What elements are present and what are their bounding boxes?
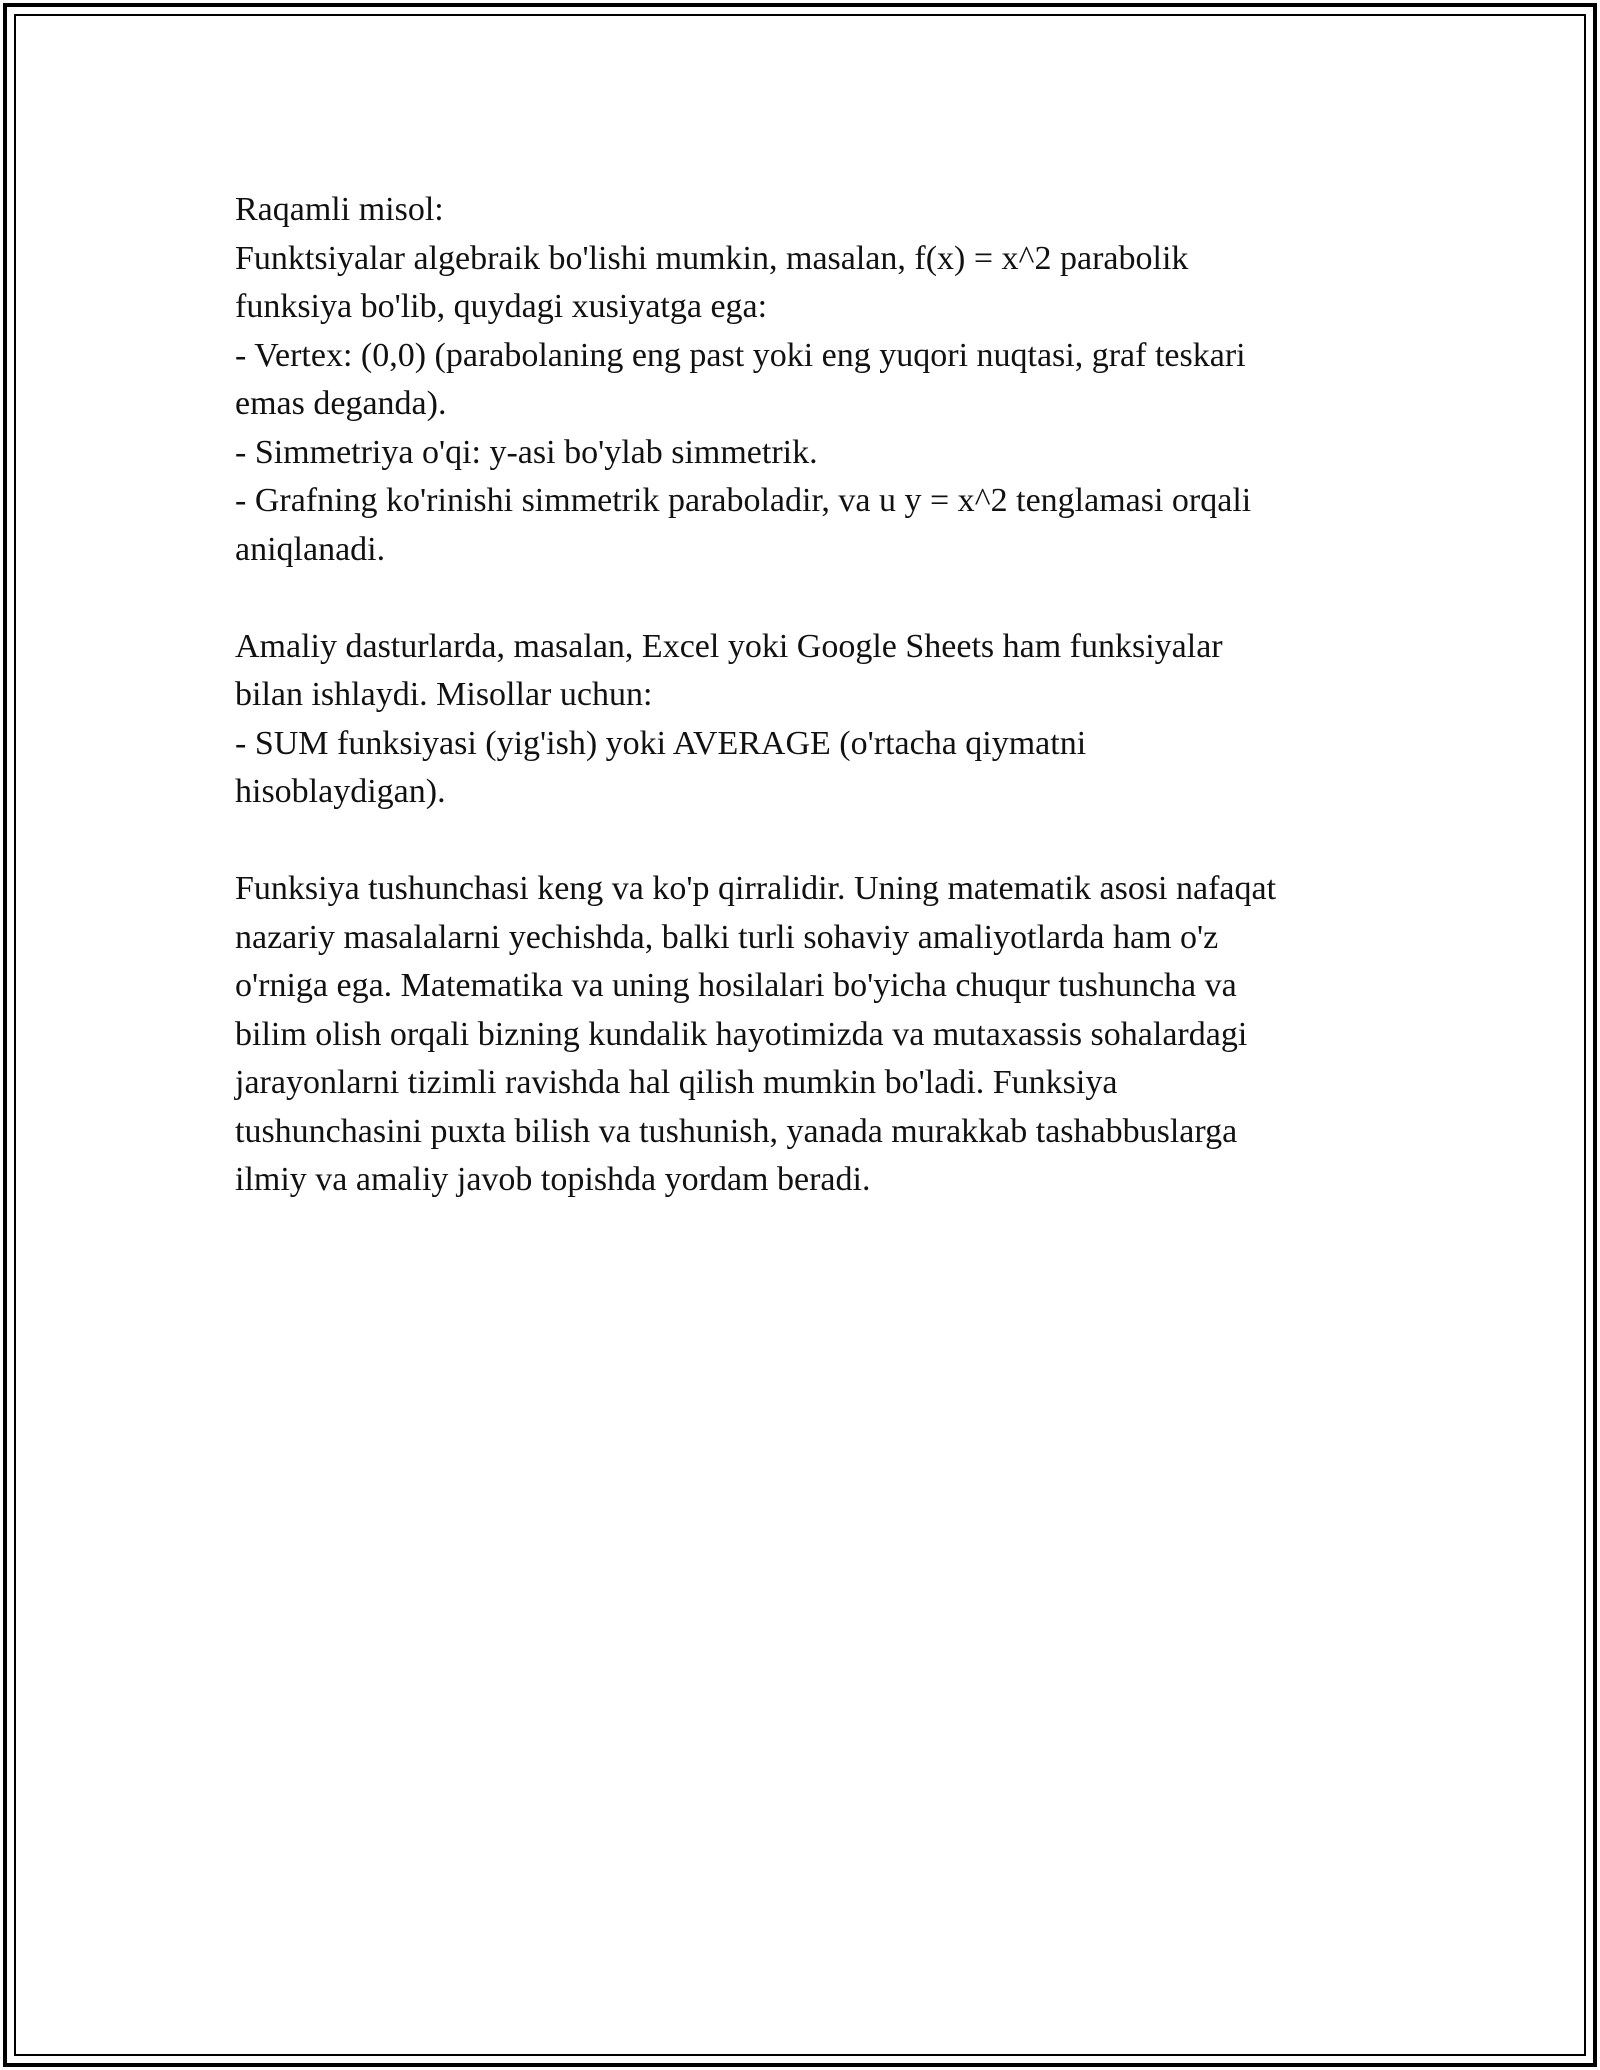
text-line: aniqlanadi. bbox=[235, 530, 386, 568]
text-line: nazariy masalalarni yechishda, balki turli sohaviy amaliyotlarda ham o'z bbox=[235, 918, 1219, 956]
text-line: bilim olish orqali bizning kundalik hayotimizda va mutaxassis sohalardagi bbox=[235, 1015, 1248, 1053]
text-line: - Vertex: (0,0) (parabolaning eng past yoki eng yuqori nuqtasi, graf teskari bbox=[235, 336, 1246, 374]
text-line: emas deganda). bbox=[235, 385, 447, 422]
text-line: jarayonlarni tizimli ravishda hal qilish mumkin bo'ladi. Funksiya bbox=[235, 1064, 1118, 1101]
text-line: Raqamli misol: bbox=[235, 191, 444, 228]
text-line: ilmiy va amaliy javob topishda yordam beradi. bbox=[235, 1161, 871, 1198]
paragraph-spacer bbox=[235, 574, 1385, 623]
text-line: - Grafning ko'rinishi simmetrik paraboladir, va u y = x^2 tenglamasi orqali bbox=[235, 482, 1252, 519]
document-body bbox=[235, 186, 1385, 1205]
text-line: funksiya bo'lib, quydagi xusiyatga ega: bbox=[235, 288, 768, 325]
text-line: hisoblaydigan). bbox=[235, 773, 446, 810]
text-line: Amaliy dasturlarda, masalan, Excel yoki Google Sheets ham funksiyalar bbox=[235, 627, 1223, 665]
text-line: tushunchasini puxta bilish va tushunish, yanada murakkab tashabbuslarga bbox=[235, 1112, 1238, 1150]
paragraph-spacer bbox=[235, 817, 1385, 866]
paragraph-numeric-example bbox=[235, 186, 1385, 574]
paragraph-conclusion bbox=[235, 865, 1385, 1205]
text-line: Funktsiyalar algebraik bo'lishi mumkin, masalan, f(x) = x^2 parabolik bbox=[235, 239, 1189, 277]
text-line: - SUM funksiyasi (yig'ish) yoki AVERAGE (o'rtacha qiymatni bbox=[235, 724, 1087, 762]
text-line: - Simmetriya o'qi: y-asi bo'ylab simmetrik. bbox=[235, 433, 818, 471]
text-line: Funksiya tushunchasi keng va ko'p qirralidir. Uning matematik asosi nafaqat bbox=[235, 870, 1277, 907]
text-line: bilan ishlaydi. Misollar uchun: bbox=[235, 676, 653, 713]
paragraph-applications bbox=[235, 623, 1385, 817]
text-line: o'rniga ega. Matematika va uning hosilalari bo'yicha chuqur tushuncha va bbox=[235, 967, 1237, 1004]
